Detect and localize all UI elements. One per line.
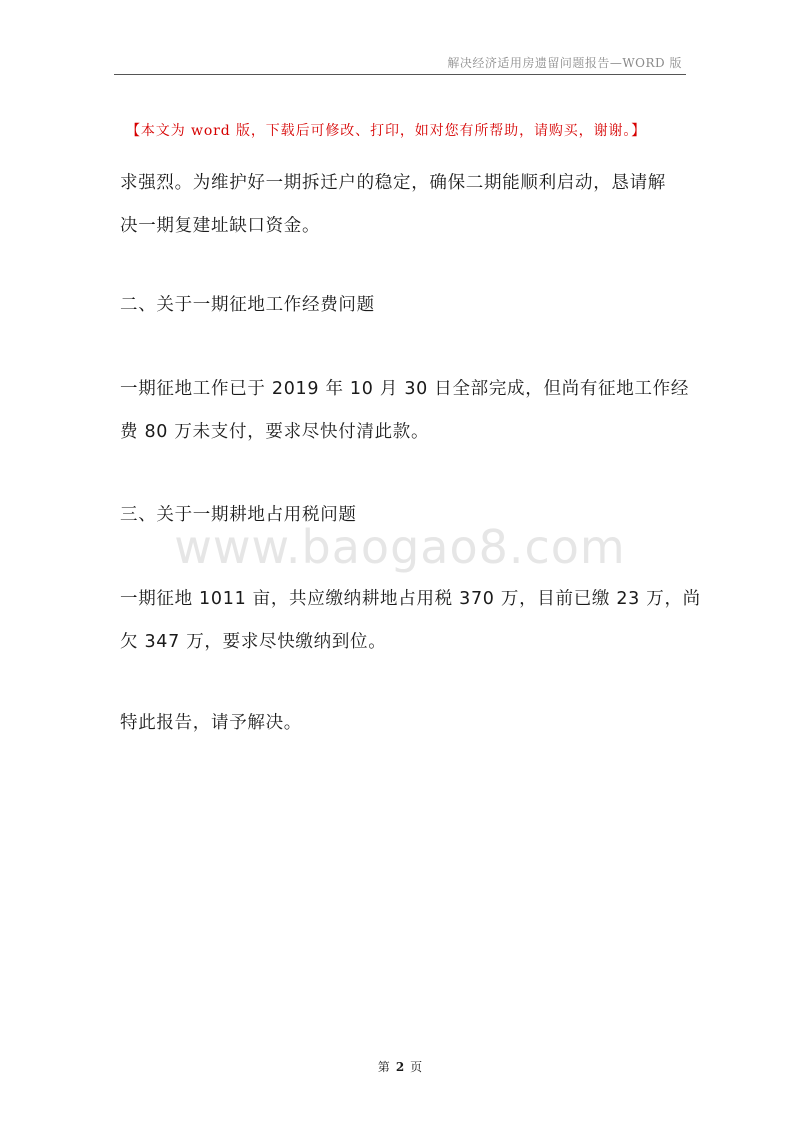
download-notice: 【本文为 word 版，下载后可修改、打印，如对您有所帮助，请购买，谢谢。】 [126, 123, 647, 139]
paragraph-line: 一期征地工作已于 2019 年 10 月 30 日全部完成，但尚有征地工作经 [120, 379, 690, 399]
section-heading-2 [120, 284, 685, 327]
paragraph-line: 一期征地 1011 亩，共应缴纳耕地占用税 370 万，目前已缴 23 万，尚 [120, 589, 701, 609]
closing-paragraph [120, 702, 685, 745]
body-paragraph-3 [120, 578, 701, 664]
footer-prefix: 第 [377, 1060, 390, 1074]
watermark-text: www.baogao8.com [174, 520, 626, 574]
section-heading-3 [120, 494, 685, 537]
footer-suffix: 页 [410, 1060, 423, 1074]
paragraph-line: 求强烈。为维护好一期拆迁户的稳定，确保二期能顺利启动，恳请解 [120, 173, 666, 193]
body-paragraph-1 [120, 162, 685, 248]
page-header-title: 解决经济适用房遗留问题报告—WORD 版 [447, 56, 682, 70]
heading-text: 三、关于一期耕地占用税问题 [120, 505, 357, 525]
closing-text: 特此报告，请予解决。 [120, 713, 302, 733]
paragraph-line: 决一期复建址缺口资金。 [120, 216, 321, 236]
paragraph-line: 欠 347 万，要求尽快缴纳到位。 [120, 632, 387, 652]
paragraph-line: 费 80 万未支付，要求尽快付清此款。 [120, 422, 430, 442]
header-divider [114, 74, 686, 75]
body-paragraph-2 [120, 368, 690, 454]
heading-text: 二、关于一期征地工作经费问题 [120, 295, 375, 315]
page-number: 2 [395, 1060, 405, 1074]
page-footer [0, 1058, 800, 1075]
